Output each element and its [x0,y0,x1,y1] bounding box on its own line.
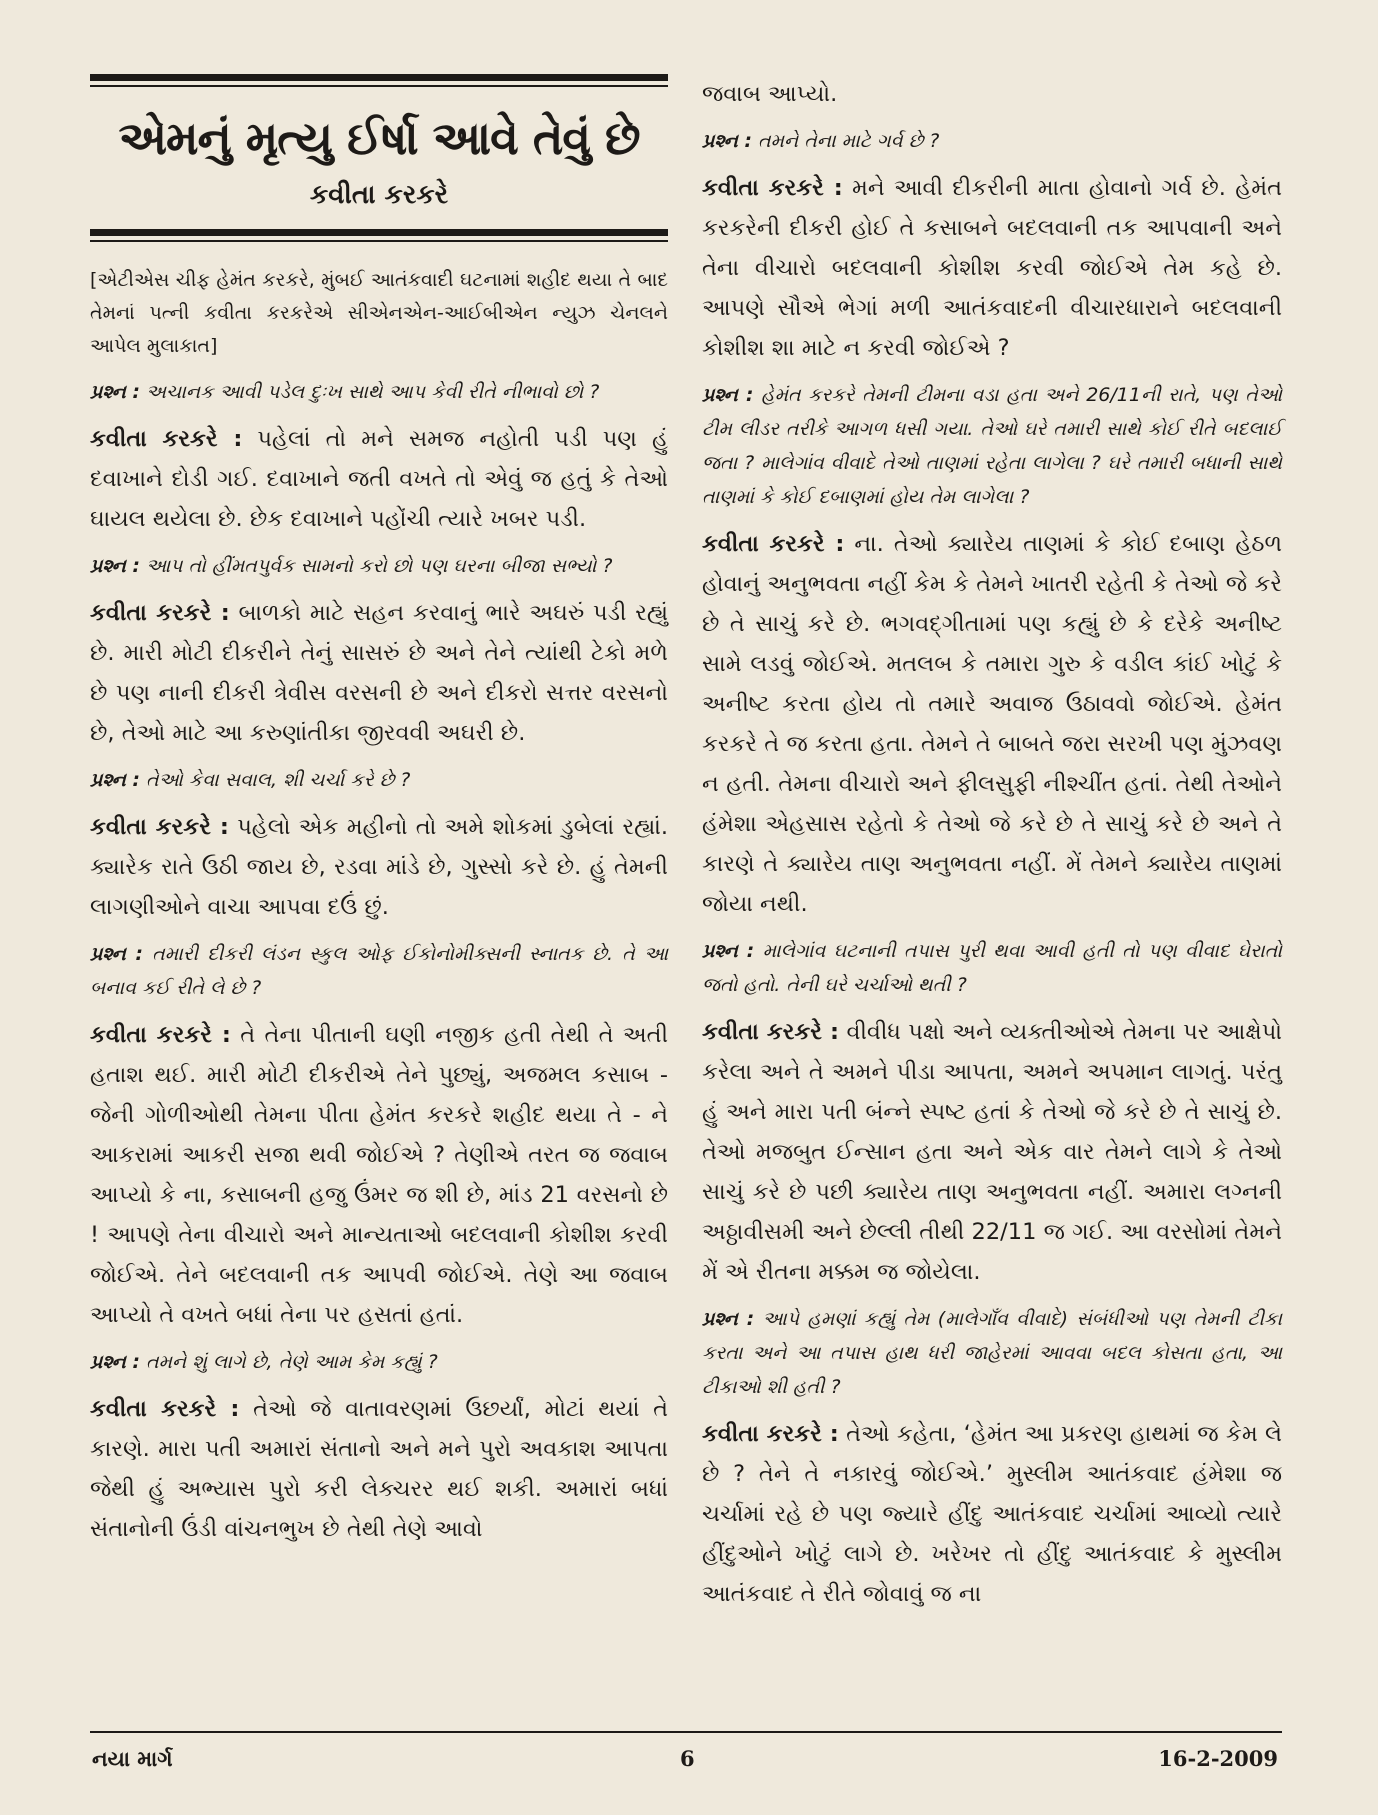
qa-block [90,937,668,1335]
answer-label: કવીતા કરકરે : [90,1022,231,1048]
question-text: તમને તેના માટે ગર્વ છે ? [758,130,940,152]
question [90,937,668,1005]
answer-text: મને આવી દીકરીની માતા હોવાનો ગર્વ છે. હેમંત કરકરેની દીકરી હોઈ તે કસાબને બદલવાની તક આપવાની અને તેના વીચારો બદલવાની કોશીશ કરવી જોઈએ તેમ કહે છે. આપણે સૌએ ભેગાં મળી આતંકવાદની વીચારધારાને બદલવાની કોશીશ શા માટે ન કરવી જોઈએ ? [702,175,1283,361]
byline-rule [90,229,668,236]
question-text: તેઓ કેવા સવાલ, શી ચર્ચા કરે છે ? [146,769,411,791]
answer [702,1012,1282,1292]
answer [702,168,1282,368]
question [702,124,1282,158]
question-text: આપ તો હીંમતપુર્વક સામનો કરો છો પણ ઘરના બીજા સભ્યો ? [146,555,613,577]
page-number: 6 [680,1746,695,1771]
top-rule [90,74,668,81]
answer-label: કવીતા કરકરે : [702,1421,839,1447]
answer-text: તેઓ જે વાતાવરણમાં ઉછર્યાં, મોટાં થયાં તે કારણે. મારા પતી અમારાં સંતાનો અને મને પુરો અવકાશ આપતા જેથી હું અભ્યાસ પુરો કરી લેક્ચરર થઈ શકી. અમારાં બધાં સંતાનોની ઉંડી વાંચનભુખ છે તેથી તેણે આવો [90,1396,669,1542]
left-column [90,74,668,1557]
byline-rule-thin [90,240,668,242]
article-headline: એમનું મૃત્યુ ઈર્ષા આવે તેવું છે [118,111,640,165]
question [90,763,668,797]
answer-label: કવીતા કરકરે : [702,1019,840,1045]
qa-block [702,1302,1282,1614]
qa-block [702,124,1282,368]
question [702,378,1282,514]
answer-text: પહેલાં તો મને સમજ નહોતી પડી પણ હું દવાખાને દોડી ગઈ. દવાખાને જતી વખતે તો એવું જ હતું કે તેઓ ઘાયલ થયેલા છે. છેક દવાખાને પહોંચી ત્યારે ખબર પડી. [90,426,669,532]
question-text: તમને શું લાગે છે, તેણે આમ કેમ કહ્યું ? [146,1351,438,1373]
question-text: અચાનક આવી પડેલ દુઃખ સાથે આપ કેવી રીતે નીભાવો છો ? [146,381,600,403]
right-column [702,74,1282,1622]
answer-text: તે તેના પીતાની ઘણી નજીક હતી તેથી તે અતી હતાશ થઈ. મારી મોટી દીકરીએ તેને પુછ્યું, અજમલ કસાબ - જેની ગોળીઓથી તેમના પીતા હેમંત કરકરે શહીદ થયા તે - ને આકરામાં આકરી સજા થવી જોઈએ ? તેણીએ તરત જ જવાબ આપ્યો કે ના, કસાબની હજુ ઉંમર જ શી છે, માંડ 21 વરસનો છે ! આપણે તેના વીચારો અને માન્યતાઓ બદલવાની કોશીશ કરવી જોઈએ. તેને બદલવાની તક આપવી જોઈએ. તેણે આ જવાબ આપ્યો તે વખતે બધાં તેના પર હસતાં હતાં. [90,1022,668,1328]
answer-text: તેઓ કહેતા, ‘હેમંત આ પ્રકરણ હાથમાં જ કેમ લે છે ? તેને તે નકારવું જોઈએ.’ મુસ્લીમ આતંકવાદ હંમેશા જ ચર્ચામાં રહે છે પણ જ્યારે હીંદુ આતંકવાદ ચર્ચામાં આવ્યો ત્યારે હીંદુઓને ખોટું લાગે છે. ખરેખર તો હીંદુ આતંકવાદ કે મુસ્લીમ આતંકવાદ તે રીતે જોવાવું જ ના [702,1421,1283,1607]
answer-label: કવીતા કરકરે : [90,1396,240,1422]
answer-label: કવીતા કરકરે : [702,175,843,201]
question-label: પ્રશ્ન : [702,384,754,406]
top-rule-thin [90,85,668,87]
answer [90,1015,668,1335]
answer-text: વીવીધ પક્ષો અને વ્યક્તીઓએ તેમના પર આક્ષેપો કરેલા અને તે અમને પીડા આપતા, અમને અપમાન લાગતું. પરંતુ હું અને મારા પતી બંન્ને સ્પષ્ટ હતાં કે તેઓ જે કરે છે તે સાચું છે. તેઓ મજબુત ઈન્સાન હતા અને એક વાર તેમને લાગે કે તેઓ સાચું કરે છે પછી ક્યારેય તાણ અનુભવતા નહીં. અમારા લગ્નની અઠ્ઠાવીસમી અને છેલ્લી તીથી 22/11 જ ગઈ. આ વરસોમાં તેમને મેં એ રીતના મક્કમ જ જોયેલા. [702,1019,1282,1285]
question [702,1302,1282,1404]
answer-label: કવીતા કરકરે : [90,426,243,452]
question [90,375,668,409]
question-label: પ્રશ્ન : [90,555,140,577]
question-label: પ્રશ્ન : [90,1351,140,1373]
question-text: તમારી દીકરી લંડન સ્કુલ ઓફ ઈકોનોમીક્સની સ્નાતક છે. તે આ બનાવ કઈ રીતે લે છે ? [90,943,669,999]
article-byline: કવીતા કરકરે [309,180,449,210]
qa-block [702,934,1282,1292]
question-text: હેમંત કરકરે તેમની ટીમના વડા હતા અને 26/11ની રાતે, પણ તેઓ ટીમ લીડર તરીકે આગળ ધસી ગયા. તેઓ ઘરે તમારી સાથે કોઈ રીતે બદલાઈ જતા ? માલેગાંવ વીવાદે તેઓ તાણમાં રહેતા લાગેલા ? ઘરે તમારી બધાની સાથે તાણમાં કે કોઈ દબાણમાં હોય તેમ લાગેલા ? [702,384,1283,508]
question-label: પ્રશ્ન : [702,1308,755,1330]
answer [90,593,668,753]
question [90,1345,668,1379]
qa-block [90,375,668,539]
answer [702,524,1282,924]
question-text: માલેગાંવ ઘટનાની તપાસ પુરી થવા આવી હતી તો પણ વીવાદ ઘેરાતો જતો હતો. તેની ઘરે ચર્ચાઓ થતી ? [702,940,1283,996]
answer-text: બાળકો માટે સહન કરવાનું ભારે અઘરું પડી રહ્યું છે. મારી મોટી દીકરીને તેનું સાસરું છે અને તેને ત્યાંથી ટેકો મળે છે પણ નાની દીકરી ત્રેવીસ વરસની છે અને દીકરો સત્તર વરસનો છે, તેઓ માટે આ કરુણાંતીકા જીરવવી અઘરી છે. [90,600,669,746]
qa-block [90,1345,668,1549]
footer-rule [90,1731,1282,1733]
article-intro: [એટીએસ ચીફ હેમંત કરકરે, મુંબઈ આતંકવાદી ઘટનામાં શહીદ થયા તે બાદ તેમનાં પત્ની કવીતા કરકરેએ સીએનએન-આઈબીએન ન્યુઝ ચેનલને આપેલ મુલાકાત] [90,269,668,357]
answer-text: પહેલો એક મહીનો તો અમે શોકમાં ડુબેલાં રહ્યાં. ક્યારેક રાતે ઉઠી જાય છે, રડવા માંડે છે, ગુસ્સો કરે છે. હું તેમની લાગણીઓને વાચા આપવા દઉં છું. [90,814,668,920]
answer-text: ના. તેઓ ક્યારેય તાણમાં કે કોઈ દબાણ હેઠળ હોવાનું અનુભવતા નહીં કેમ કે તેમને ખાતરી રહેતી કે તેઓ જે કરે છે તે સાચું કરે છે. ભગવદ્ગીતામાં પણ કહ્યું છે કે દરેકે અનીષ્ટ સામે લડવું જોઈએ. મતલબ કે તમારા ગુરુ કે વડીલ કાંઈ ખોટું કે અનીષ્ટ કરતા હોય તો તમારે અવાજ ઉઠાવવો જોઈએ. હેમંત કરકરે તે જ કરતા હતા. તેમને તે બાબતે જરા સરખી પણ મુંઝવણ ન હતી. તેમના વીચારો અને ફીલસુફી નીશ્ચીંત હતાં. તેથી તેઓને હંમેશા એહસાસ રહેતો કે તેઓ જે કરે છે તે સાચું કરે છે અને તે કારણે તે ક્યારેય તાણ અનુભવતા નહીં. મેં તેમને ક્યારેય તાણમાં જોયા નથી. [702,531,1283,917]
answer [90,807,668,927]
question-label: પ્રશ્ન : [702,940,755,962]
answer-label: કવીતા કરકરે : [90,814,229,840]
question [90,549,668,583]
answer [90,419,668,539]
qa-block [702,378,1282,924]
answer-label: કવીતા કરકરે : [702,531,845,557]
answer [90,1389,668,1549]
answer-label: કવીતા કરકરે : [90,600,230,626]
question-text: આપે હમણાં કહ્યું તેમ (માલેગાઁવ વીવાદે) સંબંધીઓ પણ તેમની ટીકા કરતા અને આ તપાસ હાથ ધરી જાહેરમાં આવવા બદલ કોસતા હતા, આ ટીકાઓ શી હતી ? [702,1308,1282,1398]
continued-answer: જવાબ આપ્યો. [702,81,838,107]
qa-block [90,763,668,927]
question-label: પ્રશ્ન : [90,381,140,403]
question [702,934,1282,1002]
question-label: પ્રશ્ન : [702,130,752,152]
issue-date: 16-2-2009 [1158,1746,1278,1771]
publication-name: નયા માર્ગ [92,1746,173,1771]
answer [702,1414,1282,1614]
qa-block [90,549,668,753]
question-label: પ્રશ્ન : [90,943,144,965]
question-label: પ્રશ્ન : [90,769,140,791]
